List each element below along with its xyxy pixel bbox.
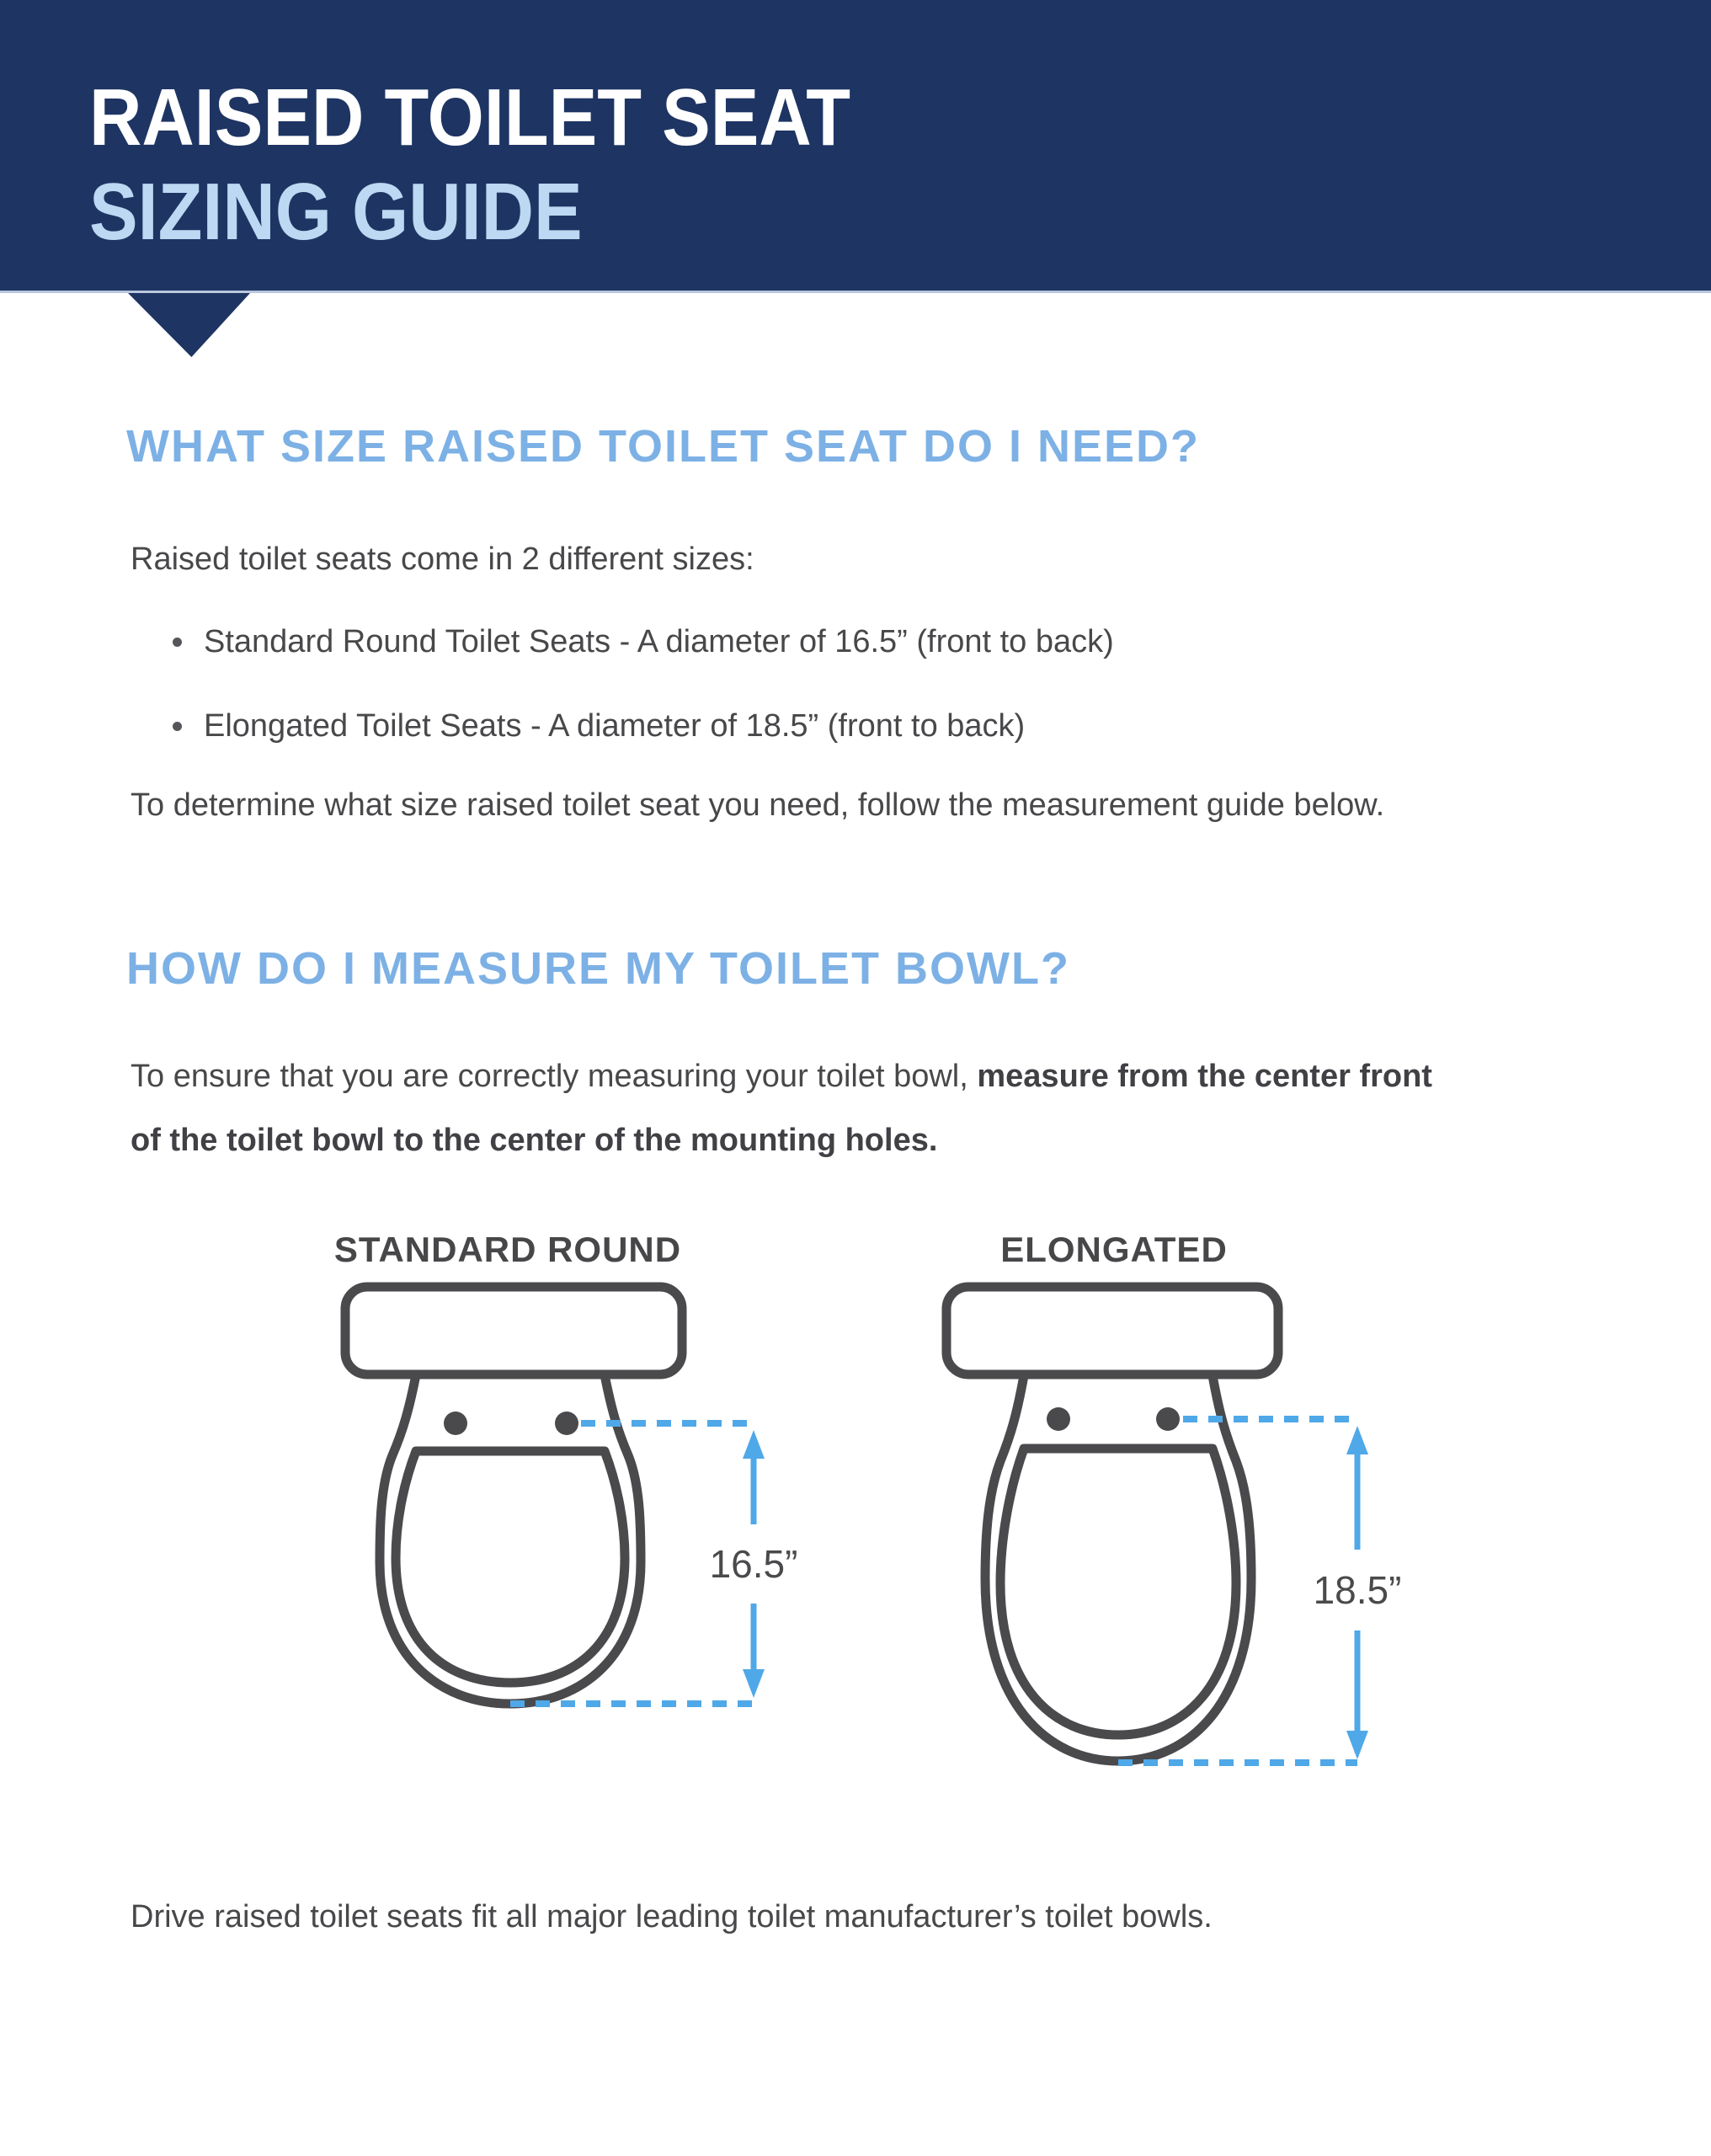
measure-intro-bold-line2: of the toilet bowl to the center of the mounting holes. [131, 1123, 938, 1158]
bullet-dot-icon [173, 638, 182, 647]
elongated-toilet-diagram [926, 1272, 1431, 1785]
section-heading-what-size: WHAT SIZE RAISED TOILET SEAT DO I NEED? [126, 421, 1201, 472]
arrowhead-down-icon [743, 1669, 765, 1698]
measure-intro-normal: To ensure that you are correctly measuring your toilet bowl, [131, 1059, 978, 1094]
measure-intro-text [131, 1044, 1671, 1172]
page-header [0, 0, 1711, 293]
list-item [173, 706, 1025, 746]
mounting-hole-left [1047, 1407, 1070, 1431]
bullet-dot-icon [173, 722, 182, 731]
sizes-outro-text: To determine what size raised toilet seat you need, follow the measurement guide below. [131, 787, 1385, 823]
sizes-intro-text: Raised toilet seats come in 2 different sizes: [131, 542, 754, 577]
bullet-standard-round-label: Standard Round Toilet Seats - A diameter of 16.5” (front to back) [204, 624, 1114, 659]
footer-note: Drive raised toilet seats fit all major leading toilet manufacturer’s toilet bowls. [131, 1899, 1213, 1935]
measure-intro-bold-line1: measure from the center front [977, 1059, 1432, 1094]
seat-outline [396, 1451, 625, 1683]
page-title-line1: RAISED TOILET SEAT [89, 72, 851, 163]
measurement-label-standard: 16.5” [709, 1542, 798, 1586]
seat-outline [1000, 1449, 1236, 1735]
bullet-elongated-label: Elongated Toilet Seats - A diameter of 18.5” (front to back) [204, 708, 1026, 744]
tank [345, 1287, 682, 1374]
mounting-hole-right [1156, 1407, 1180, 1431]
down-arrow-pointer-icon [128, 293, 250, 357]
arrowhead-up-icon [1346, 1426, 1368, 1454]
tank [946, 1287, 1278, 1374]
diagram-title-elongated: ELONGATED [1000, 1230, 1228, 1269]
page-title-line2: SIZING GUIDE [89, 167, 583, 257]
standard-round-toilet-diagram [328, 1272, 817, 1743]
arrowhead-up-icon [743, 1430, 765, 1459]
measurement-label-elongated: 18.5” [1313, 1568, 1402, 1612]
diagram-title-standard-round: STANDARD ROUND [333, 1230, 682, 1269]
mounting-hole-left [444, 1412, 467, 1435]
mounting-hole-right [555, 1412, 578, 1435]
list-item [173, 622, 1114, 662]
arrowhead-down-icon [1346, 1731, 1368, 1759]
section-heading-how-measure: HOW DO I MEASURE MY TOILET BOWL? [126, 943, 1070, 994]
